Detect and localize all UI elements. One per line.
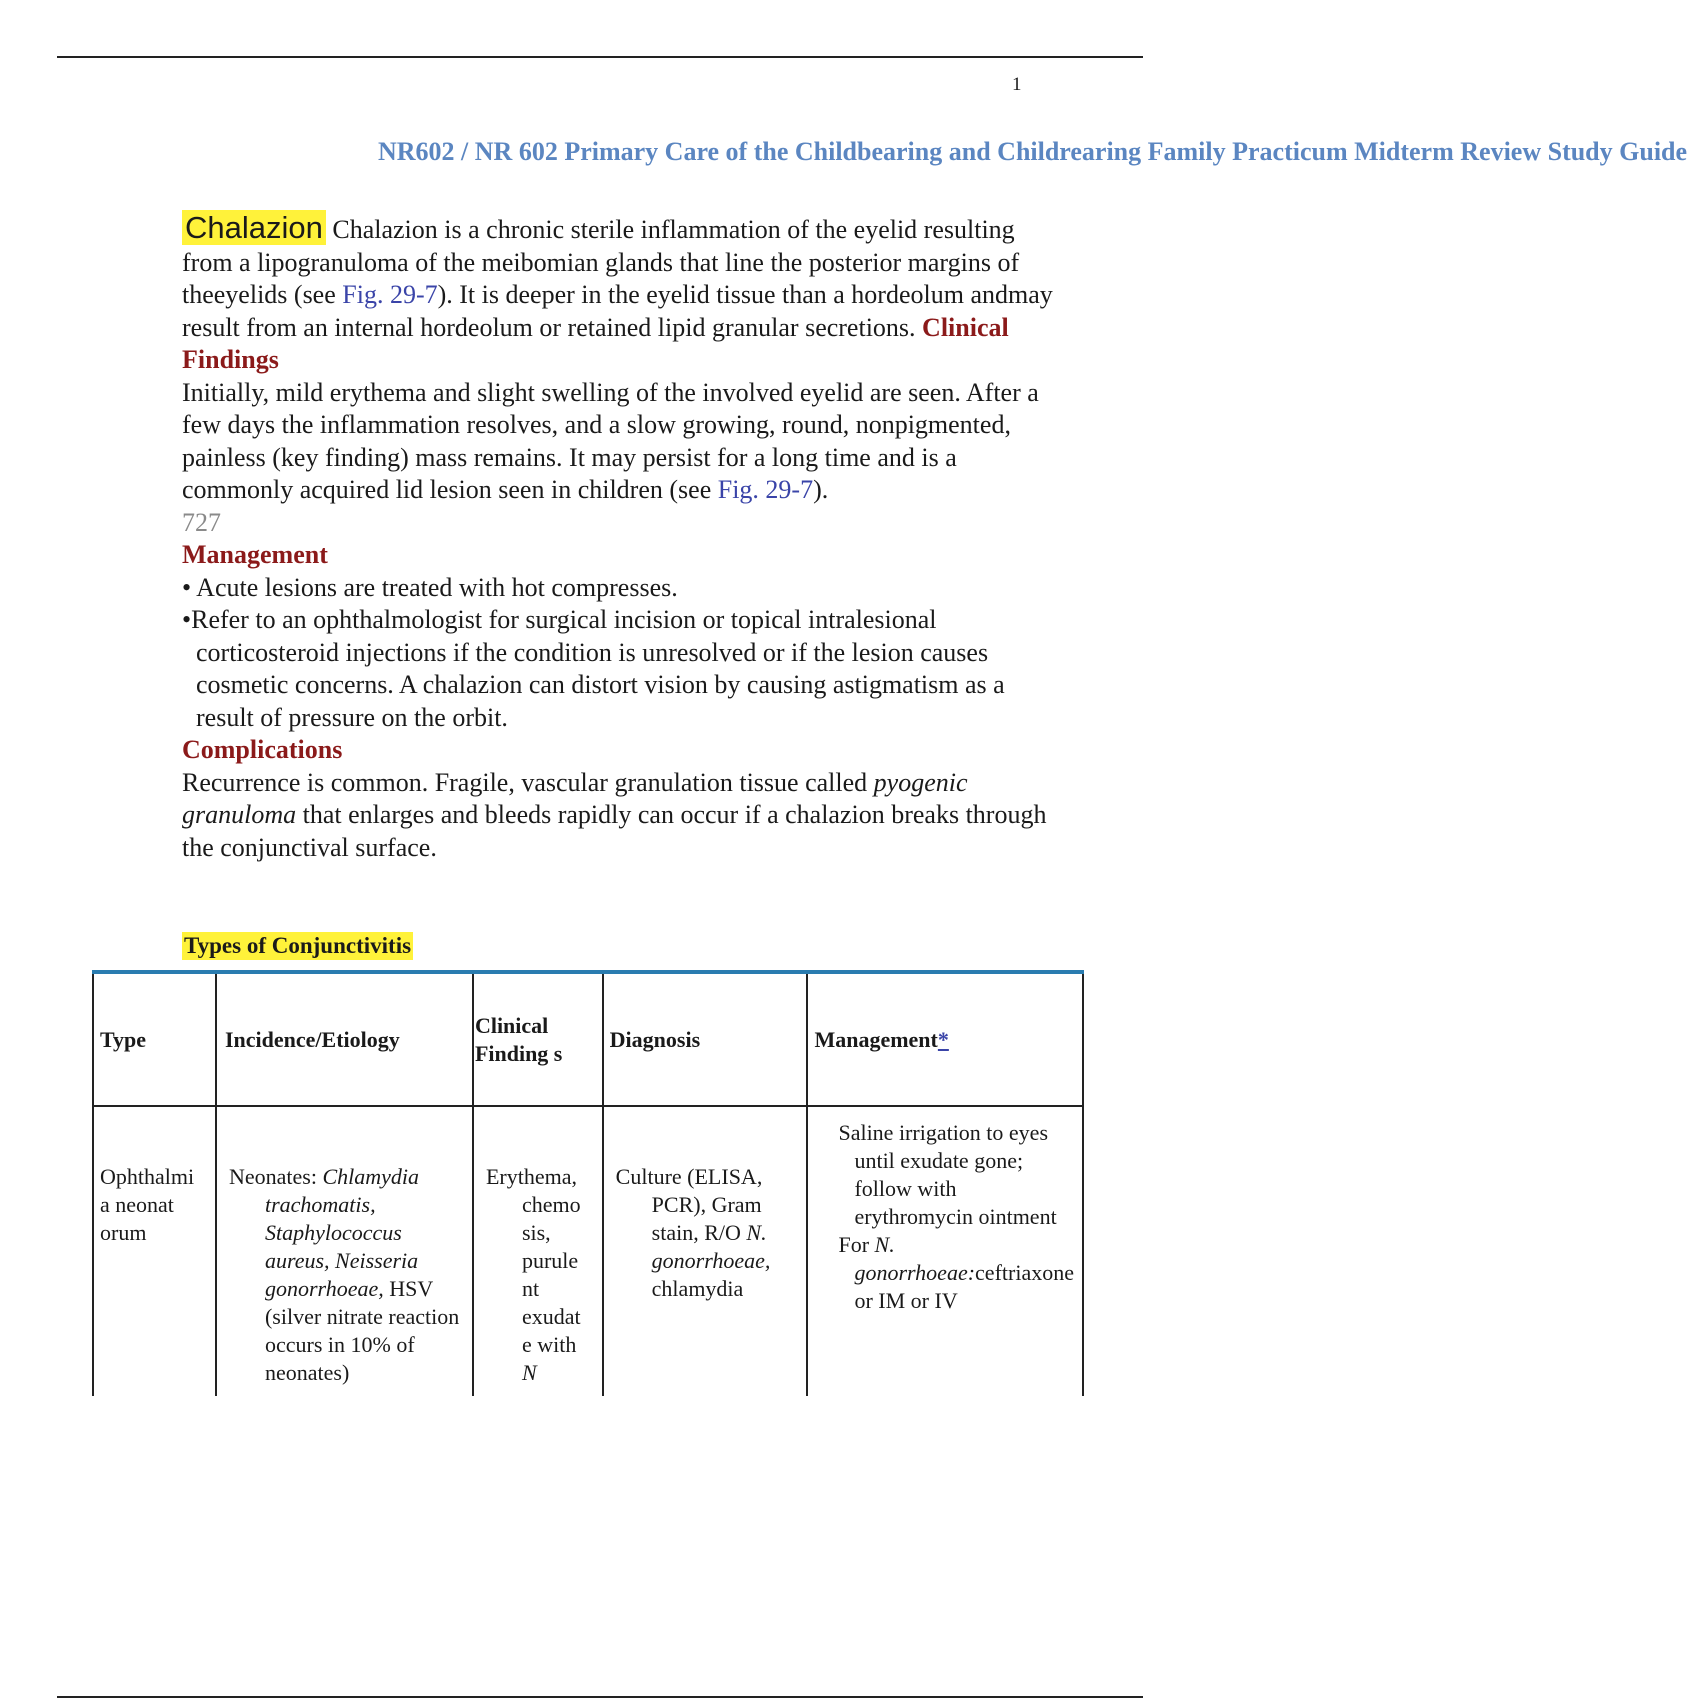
table-header-row bbox=[93, 972, 1083, 1106]
page-reference: 727 bbox=[182, 507, 221, 537]
header-rule bbox=[57, 56, 1143, 58]
header-management: Management* bbox=[807, 972, 1083, 1106]
management-bullet: • Acute lesions are treated with hot compresses. bbox=[182, 572, 678, 602]
document-title: NR602 / NR 602 Primary Care of the Childbearing and Childrearing Family Practicum Midterm Review Study Guide bbox=[378, 137, 1687, 166]
cell-clinical-findings: Erythema, chemo sis, purule nt exudat e with N bbox=[473, 1106, 603, 1396]
conjunctivitis-section-title: Types of Conjunctivitis bbox=[184, 933, 412, 958]
figure-link[interactable]: Fig. 29-7 bbox=[342, 280, 438, 309]
figure-link[interactable]: Fig. 29-7 bbox=[717, 475, 814, 504]
conjunctivitis-table bbox=[92, 970, 1084, 1396]
chalazion-intro: Chalazion Chalazion is a chronic sterile inflammation of the eyelid resulting from a lipogranuloma of the meibomian glands that line the posterior margins of theeyelids (see Fig. 29-7). It is deeper in the eyelid tissue than a hordeolum andmay result from an internal hordeolum or retained lipid granular secretions. Clinical Findings bbox=[182, 210, 1053, 374]
footnote-link[interactable]: * bbox=[937, 1026, 949, 1052]
clinical-findings-text: Initially, mild erythema and slight swelling of the involved eyelid are seen. After a few days the inflammation resolves, and a slow growing, round, nonpigmented, painless (key finding) mass remains. It may persist for a long time and is a commonly acquired lid lesion seen in children (see Fig. 29-7). bbox=[182, 377, 1039, 504]
management-bullet: •Refer to an ophthalmologist for surgical incision or topical intralesional corticosteroid injections if the condition is unresolved or if the lesion causes cosmetic concerns. A chalazion can distort vision by causing astigmatism as a result of pressure on the orbit. bbox=[182, 605, 1005, 732]
cell-management: Saline irrigation to eyes until exudate gone; follow with erythromycin ointment For N. gonorrhoeae:ceftriaxone or IM or IV bbox=[807, 1106, 1083, 1396]
cell-etiology: Neonates: Chlamydia trachomatis, Staphylococcus aureus, Neisseria gonorrhoeae, HSV (silver nitrate reaction occurs in 10% of neonates) bbox=[216, 1106, 473, 1396]
header-clinical-findings: Clinical Finding s bbox=[473, 972, 603, 1106]
complications-text: Recurrence is common. Fragile, vascular granulation tissue called pyogenic granuloma that enlarges and bleeds rapidly can occur if a chalazion breaks through the conjunctival surface. bbox=[182, 767, 1047, 862]
chalazion-term: Chalazion bbox=[182, 210, 326, 245]
chalazion-section bbox=[182, 212, 1062, 864]
complications-heading: Complications bbox=[182, 735, 343, 764]
page-number: 1 bbox=[1012, 74, 1022, 95]
clinical-findings-heading: Clinical Findings bbox=[182, 312, 1009, 374]
header-type: Type bbox=[93, 972, 216, 1106]
table-row bbox=[93, 1106, 1083, 1396]
cell-diagnosis: Culture (ELISA, PCR), Gram stain, R/O N. gonorrhoeae, chlamydia bbox=[603, 1106, 808, 1396]
management-heading: Management bbox=[182, 540, 328, 569]
footer-rule bbox=[57, 1696, 1143, 1698]
cell-type: Ophthalmi a neonat orum bbox=[93, 1106, 216, 1396]
header-diagnosis: Diagnosis bbox=[603, 972, 808, 1106]
header-etiology: Incidence/Etiology bbox=[216, 972, 473, 1106]
